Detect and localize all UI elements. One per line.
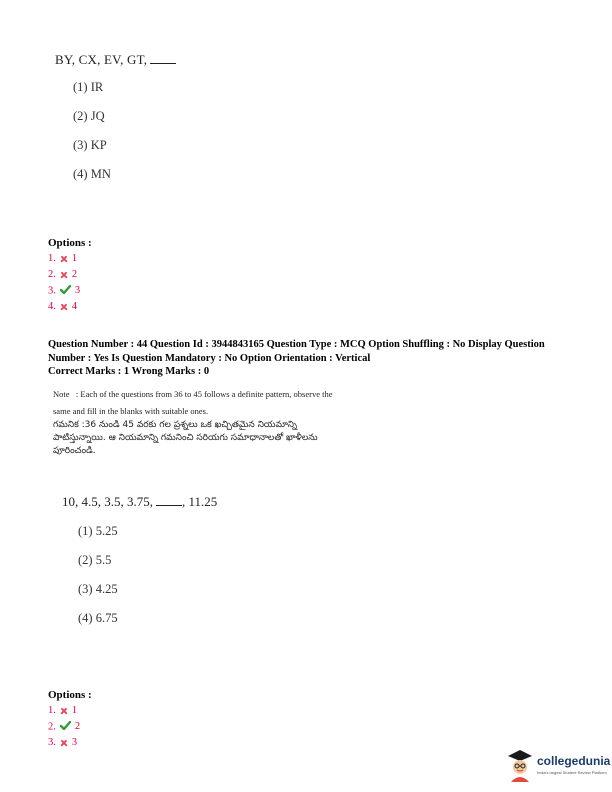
option-number: 2.: [48, 269, 56, 280]
q44-choice-4: (4) 6.75: [78, 611, 118, 625]
q44-telugu-note: [53, 419, 383, 458]
q44-choice-3: (3) 4.25: [78, 582, 118, 596]
option-value: 3: [74, 285, 81, 297]
option-number: 1.: [48, 253, 56, 264]
correct-check-icon: [60, 721, 71, 733]
correct-check-icon: [60, 285, 71, 297]
q43-series: [55, 52, 176, 68]
wrong-cross-icon: [60, 255, 68, 263]
q43-choice-3: (3) KP: [73, 138, 107, 152]
note-text-1: : Each of the questions from 36 to 45 follows a definite pattern, observe the: [75, 389, 333, 399]
option-number: 2.: [48, 721, 56, 733]
option-value: 2: [74, 721, 81, 733]
q44-metadata: [48, 338, 588, 379]
note-text-2: same and fill in the blanks with suitable ones.: [53, 406, 209, 416]
telugu-line-1: గమనిక :36 నుండి 45 వరకు గల ప్రశ్నలు ఒక ఖచ్చితమైన నియమాన్ని: [53, 420, 297, 430]
option-number: 4.: [48, 301, 56, 312]
q44-option-1: [48, 705, 77, 716]
wrong-cross-icon: [60, 739, 68, 747]
option-value: 4: [71, 301, 78, 312]
q43-choice-2: (2) JQ: [73, 109, 105, 123]
option-value: 2: [71, 269, 78, 280]
q43-series-text: BY, CX, EV, GT,: [55, 52, 148, 67]
q44-meta-line-2: Number : Yes Is Question Mandatory : No Option Orientation : Vertical: [48, 352, 371, 364]
q43-option-2: [48, 269, 77, 280]
q43-option-3: [48, 285, 80, 297]
q43-blank: [150, 53, 176, 64]
wrong-cross-icon: [60, 271, 68, 279]
q44-option-3: [48, 737, 77, 748]
telugu-line-3: పూరించండి.: [53, 446, 96, 456]
q44-marks: Correct Marks : 1 Wrong Marks : 0: [48, 366, 210, 377]
q44-choice-2: (2) 5.5: [78, 553, 112, 567]
q44-blank: [156, 495, 182, 506]
telugu-line-2: పాటిస్తున్నాయి. ఆ నియమాన్ని గమనించి సరియగు సమాధానాలతో ఖాళీలను: [53, 433, 318, 443]
q43-choice-1: (1) IR: [73, 80, 104, 94]
logo-name: collegedunia: [537, 754, 611, 768]
option-number: 3.: [48, 285, 56, 297]
option-value: 1: [71, 705, 78, 716]
note-label: Note: [53, 389, 70, 399]
graduate-mascot-icon: [506, 748, 534, 782]
q44-series-prefix: 10, 4.5, 3.5, 3.75,: [62, 494, 153, 509]
options-label-q43: Options :: [48, 237, 92, 249]
q44-note: [53, 386, 393, 420]
q44-series: [62, 494, 217, 510]
collegedunia-logo: [506, 748, 611, 784]
logo-tagline: India's largest Student Review Platform: [537, 770, 607, 775]
q43-option-4: [48, 301, 77, 312]
option-value: 1: [71, 253, 78, 264]
option-number: 1.: [48, 705, 56, 716]
q44-choice-1: (1) 5.25: [78, 524, 118, 538]
q44-series-suffix: , 11.25: [182, 494, 218, 509]
options-label-q44: Options :: [48, 689, 92, 701]
q44-option-2: [48, 721, 80, 733]
option-number: 3.: [48, 737, 56, 748]
q43-choice-4: (4) MN: [73, 167, 111, 181]
wrong-cross-icon: [60, 707, 68, 715]
q43-option-1: [48, 253, 77, 264]
option-value: 3: [71, 737, 78, 748]
q44-meta-line-1: Question Number : 44 Question Id : 3944843165 Question Type : MCQ Option Shuffling : No Display Question: [48, 339, 545, 350]
wrong-cross-icon: [60, 303, 68, 311]
